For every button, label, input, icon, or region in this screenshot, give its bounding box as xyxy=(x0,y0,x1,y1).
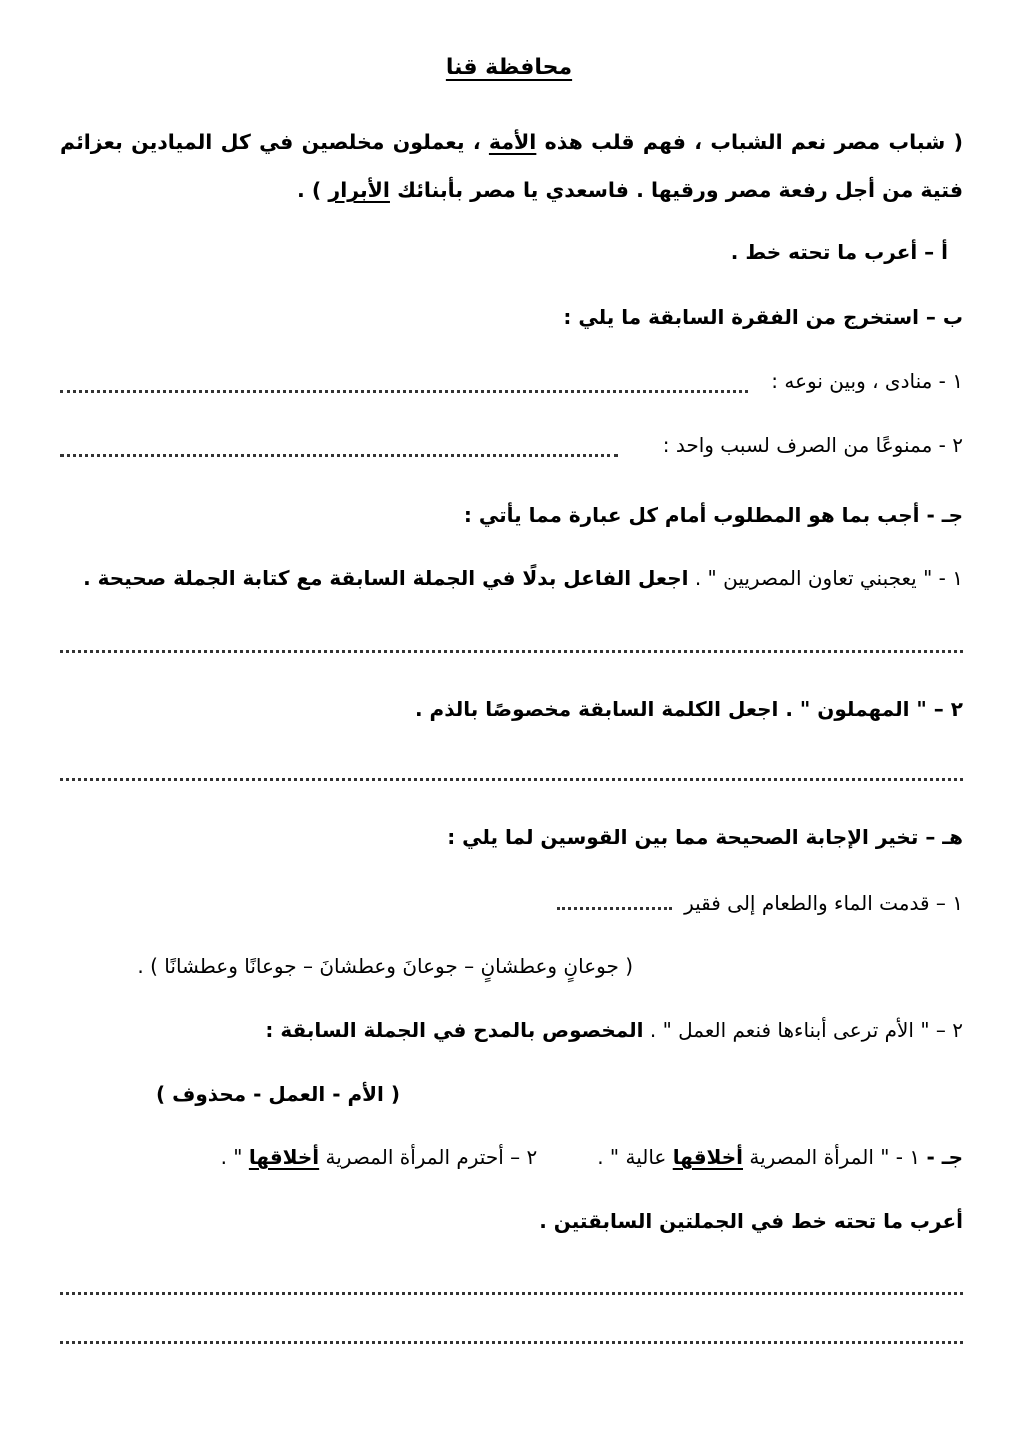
question-b-item-2-text: ٢ - ممنوعًا من الصرف لسبب واحد : xyxy=(662,433,963,457)
answer-blank-h1[interactable] xyxy=(557,907,672,910)
answer-line-b2[interactable] xyxy=(60,454,618,457)
question-j-sentence-1-underlined: أخلاقها xyxy=(672,1145,743,1169)
question-j-sentence-1-a: ١ - " المرأة المصرية xyxy=(743,1145,921,1169)
passage-text-3: ) . xyxy=(296,178,329,202)
answer-line-c1[interactable] xyxy=(60,650,963,653)
question-j-sentence-2-underlined: أخلاقها xyxy=(248,1145,320,1169)
answer-line-j1[interactable] xyxy=(60,1292,963,1295)
question-c-item-1-task: اجعل الفاعل بدلًا في الجملة السابقة مع كتابة الجملة صحيحة xyxy=(97,566,689,590)
question-h-item-2-choices: ( الأم - العمل - محذوف ) xyxy=(156,1082,400,1106)
passage-underlined-word-1: الأمة xyxy=(488,130,537,154)
question-j-sentence-1-b: عالية " . xyxy=(597,1145,673,1169)
question-h-item-2 xyxy=(60,1015,963,1045)
question-h-item-1 xyxy=(60,888,963,918)
passage-underlined-word-2: الأبرار xyxy=(328,178,390,202)
question-j-sentence-2-b: " . xyxy=(220,1145,249,1169)
passage-text-1: ( شباب مصر نعم الشباب ، فهم قلب هذه xyxy=(536,130,964,154)
answer-line-c2[interactable] xyxy=(60,778,963,781)
question-c-item-1 xyxy=(60,563,963,593)
question-h-heading: هـ – تخير الإجابة الصحيحة مما بين القوسين لما يلي : xyxy=(447,825,963,849)
answer-line-b1[interactable] xyxy=(60,390,748,393)
question-a: أ – أعرب ما تحته خط . xyxy=(730,240,948,264)
passage-text-2: ، يعملون مخلصين في كل الميادين بعزائم فتية من أجل رفعة مصر ورقيها . فاسعدي يا مصر بأبنائك xyxy=(60,130,963,202)
page-title xyxy=(0,55,1018,80)
passage xyxy=(60,118,963,214)
page-title-text: محافظة قنا xyxy=(445,55,573,80)
answer-line-j2[interactable] xyxy=(60,1341,963,1344)
question-c-item-1-end: . xyxy=(83,566,98,590)
question-h-item-2-task: المخصوص بالمدح في الجملة السابقة : xyxy=(265,1018,644,1042)
question-b-item-1-text: ١ - منادى ، وبين نوعه : xyxy=(771,369,963,393)
question-j-label: جـ - xyxy=(926,1145,963,1169)
question-b-heading: ب – استخرج من الفقرة السابقة ما يلي : xyxy=(563,305,963,329)
question-c-heading: جـ - أجب بما هو المطلوب أمام كل عبارة مما يأتي : xyxy=(463,503,963,527)
question-j-sentences xyxy=(60,1142,963,1172)
question-c-item-1-sentence: ١ - " يعجبني تعاون المصريين " . xyxy=(688,566,963,590)
question-h-item-2-sentence: ٢ – " الأم ترعى أبناءها فنعم العمل " . xyxy=(643,1018,963,1042)
question-j-task: أعرب ما تحته خط في الجملتين السابقتين . xyxy=(539,1209,963,1233)
question-j-sentence-2-a: ٢ – أحترم المرأة المصرية xyxy=(319,1145,538,1169)
question-h-item-1-choices: ( جوعانٍ وعطشانٍ – جوعانَ وعطشانَ – جوعانًا وعطشانًا ) . xyxy=(137,954,633,978)
question-c-item-2: ٢ – " المهملون " . اجعل الكلمة السابقة مخصوصًا بالذم . xyxy=(415,697,963,721)
question-h-item-1-text: ١ – قدمت الماء والطعام إلى فقير xyxy=(684,891,963,915)
